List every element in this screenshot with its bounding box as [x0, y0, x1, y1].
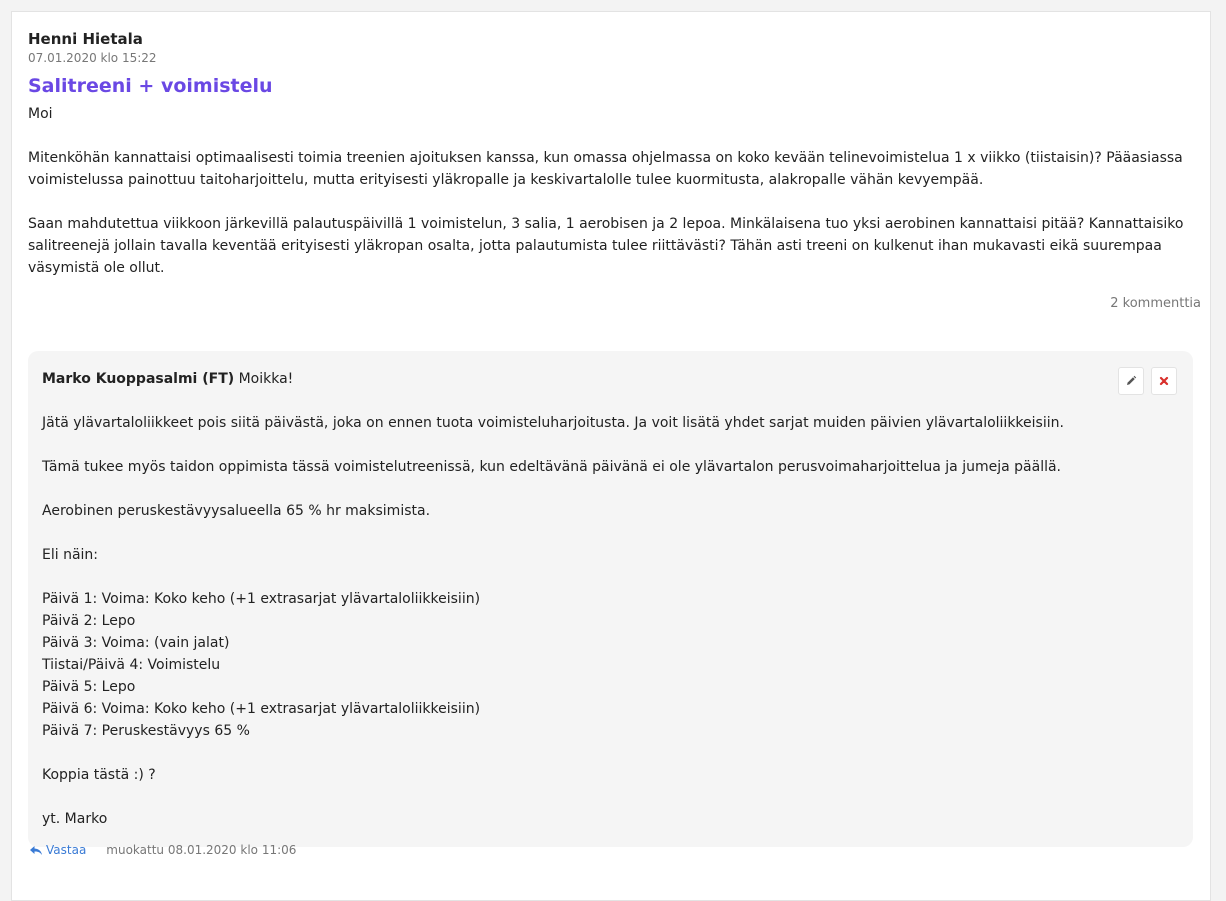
post-body	[28, 103, 1194, 279]
comment-header	[42, 368, 1122, 390]
post-paragraph: Moi	[28, 106, 53, 122]
comment-author[interactable]: Marko Kuoppasalmi (FT)	[42, 371, 235, 387]
reply-button[interactable]	[29, 843, 86, 857]
schedule-item: Päivä 3: Voima: (vain jalat)	[42, 635, 230, 651]
reply-icon	[29, 845, 43, 856]
comment-footer	[29, 843, 296, 857]
schedule-item: Päivä 1: Voima: Koko keho (+1 extrasarjat ylävartaloliikkeisiin)	[42, 591, 481, 607]
post-paragraph: Saan mahdutettua viikkoon järkevillä palautuspäivillä 1 voimistelun, 3 salia, 1 aerobisen ja 2 lepoa. Minkälaisena tuo yksi aerobinen kannattaisi pitää? Kannattaisiko salitreenejä jollain tavalla keventää erityisesti yläkropan osalta, jotta palautumista tulee riittävästi? Tähän asti treeni on kulkenut ihan mukavasti eikä suurempaa väsymistä ole ollut.	[28, 216, 1184, 276]
delete-button[interactable]	[1151, 367, 1177, 395]
close-icon	[1159, 376, 1169, 386]
comment	[28, 351, 1193, 847]
schedule-item: Päivä 7: Peruskestävyys 65 %	[42, 723, 250, 739]
schedule-item: Päivä 6: Voima: Koko keho (+1 extrasarjat ylävartaloliikkeisiin)	[42, 701, 481, 717]
comment-paragraph: Aerobinen peruskestävyysalueella 65 % hr maksimista.	[42, 503, 431, 519]
schedule-item: Päivä 5: Lepo	[42, 679, 136, 695]
comment-paragraph: Jätä ylävartaloliikkeet pois siitä päivästä, joka on ennen tuota voimisteluharjoitusta. Ja voit lisätä yhdet sarjat muiden päivien ylävartaloliikkeisiin.	[42, 415, 1064, 431]
comment-actions	[1118, 367, 1177, 395]
post-title[interactable]: Salitreeni + voimistelu	[28, 75, 273, 97]
comment-paragraph: Koppia tästä :) ?	[42, 767, 156, 783]
schedule-item: Tiistai/Päivä 4: Voimistelu	[42, 657, 221, 673]
post-paragraph: Mitenköhän kannattaisi optimaalisesti toimia treenien ajoituksen kanssa, kun omassa ohjelmassa on koko kevään telinevoimistelua 1 x viikko (tiistaisin)? Pääasiassa voimistelussa painottuu taitoharjoittelu, mutta erityisesti yläkropalle ja keskivartalolle tulee kuormitusta, alakropalle vähän kevyempää.	[28, 150, 1183, 188]
comment-body	[42, 368, 1122, 852]
comment-count[interactable]: 2 kommenttia	[1110, 296, 1201, 311]
comment-signature: yt. Marko	[42, 811, 108, 827]
schedule-list	[42, 588, 1122, 742]
comment-paragraph: Tämä tukee myös taidon oppimista tässä voimistelutreenissä, kun edeltävänä päivänä ei ole ylävartalon perusvoimaharjoittelua ja jumeja päällä.	[42, 459, 1061, 475]
comment-paragraph: Eli näin:	[42, 547, 99, 563]
post-author[interactable]: Henni Hietala	[28, 30, 143, 48]
pencil-icon	[1125, 375, 1137, 387]
post-card	[11, 11, 1211, 901]
edited-timestamp: muokattu 08.01.2020 klo 11:06	[106, 843, 297, 857]
post	[28, 30, 1194, 279]
post-date: 07.01.2020 klo 15:22	[28, 51, 157, 65]
comment-greeting: Moikka!	[238, 371, 294, 387]
reply-label: Vastaa	[46, 843, 87, 857]
schedule-item: Päivä 2: Lepo	[42, 613, 136, 629]
